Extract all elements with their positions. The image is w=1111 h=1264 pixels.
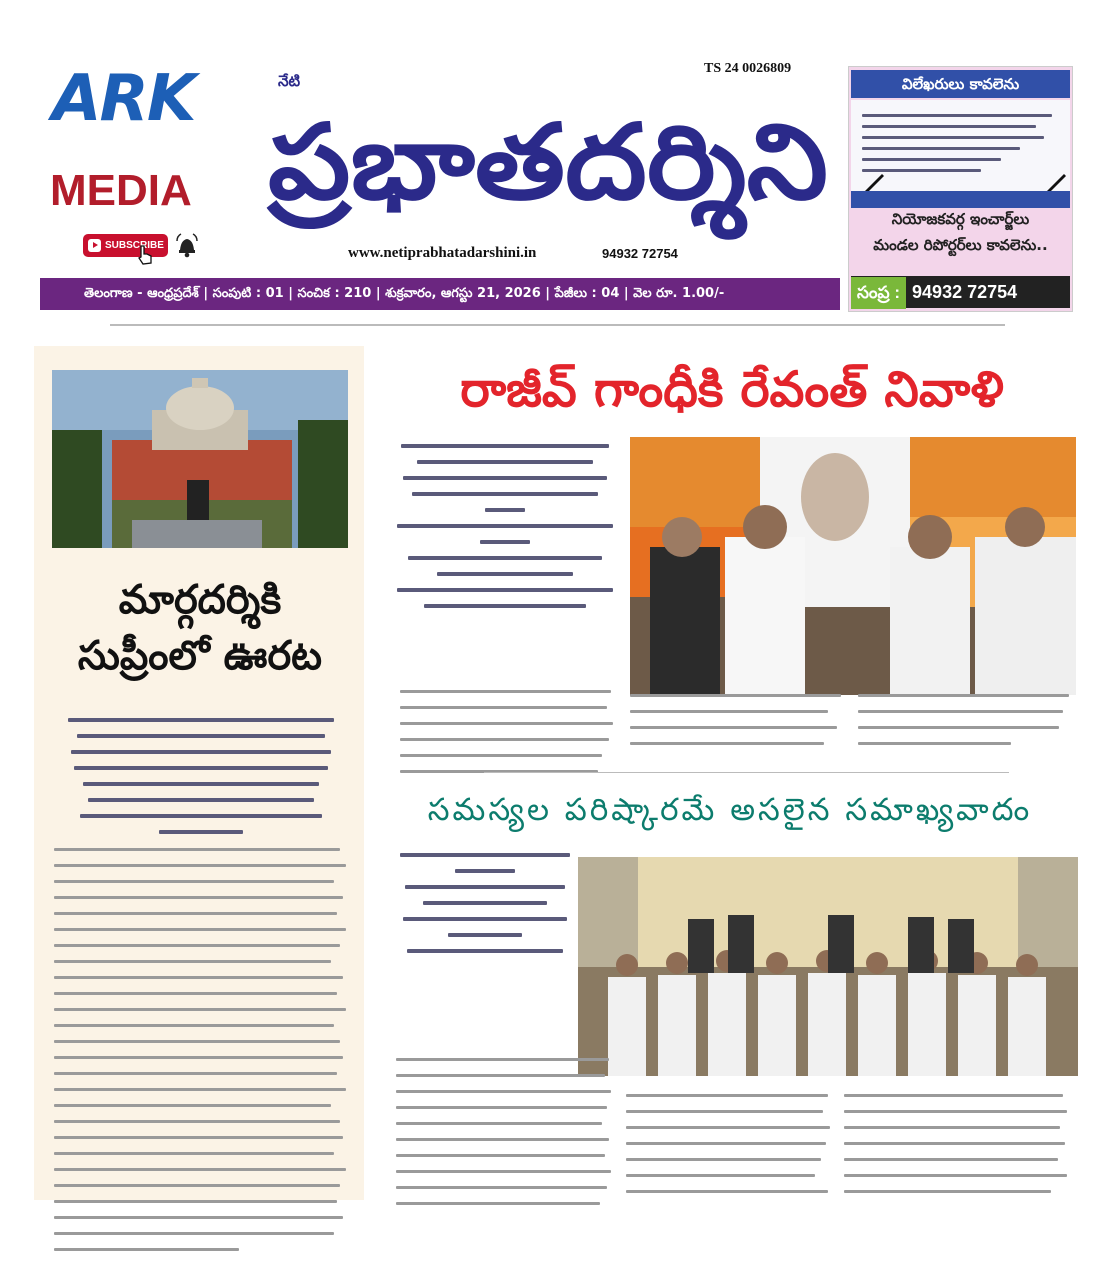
second-story-column-2 [626,1094,836,1206]
ark-logo: ARK [52,62,195,136]
left-headline-line2: సుప్రీంలో ఊరట [77,633,323,679]
left-story-headline [52,572,348,684]
second-story-column-3 [844,1094,1074,1206]
main-story-column-3 [858,694,1076,758]
registration-number: TS 24 0026809 [704,61,792,76]
main-story-headline: రాజీవ్ గాంధీకి రేవంత్ నివాళి [460,361,1004,418]
main-story-deck [392,444,618,620]
second-story-deck [396,853,574,965]
main-story-column-2 [630,694,850,758]
second-story-column-1 [396,1058,618,1218]
issue-info-bar: తెలంగాణ - ఆంధ్రప్రదేశ్ | సంపుటి : 01 | సంచిక : 210 | శుక్రవారం, ఆగస్టు 21, 2026 | పేజీలు : 04 | వెల రూ. 1.00/- [40,278,840,310]
left-story-body [54,848,352,1264]
second-story-headline: సమస్యల పరిష్కారమే అసలైన సమాఖ్యవాదం [427,792,1033,828]
rajiv-gandhi-tribute-photo [630,437,1076,695]
ad-mandal-reporters: మండల రిపోర్టర్‌లు కావలెను.. [873,236,1048,254]
ad-contact-number: 94932 72754 [912,282,1018,302]
bell-icon [176,232,198,258]
ad-strip [851,191,1070,208]
ad-constituency-incharges: నియోజకవర్గ ఇంచార్జ్‌లు [891,210,1030,228]
ad-heading: విలేఖరులు కావలెను [851,70,1070,98]
left-headline-line1: మార్గదర్శికి [118,577,282,623]
masthead-title [264,70,832,240]
website-url[interactable]: www.netiprabhatadarshini.in [348,245,537,261]
play-icon [88,239,101,252]
hand-cursor-icon [134,244,156,266]
svg-text:ప్రభాతదర్శిని: ప్రభాతదర్శిని [268,101,771,223]
left-story-deck [60,718,342,846]
ad-body-text [862,106,1060,180]
supreme-court-photo [52,370,348,548]
masthead-prefix: నేటి [278,72,301,90]
masthead-phone: 94932 72754 [602,246,678,261]
subscribe-label: SUBSCRIBE [105,240,164,251]
divider [484,772,1009,773]
divider [110,324,1005,326]
ad-contact-label: సంప్ర : [851,277,906,309]
southern-zonal-council-photo [578,857,1078,1076]
ad-contact [851,276,1070,308]
media-logo: MEDIA [50,166,192,215]
